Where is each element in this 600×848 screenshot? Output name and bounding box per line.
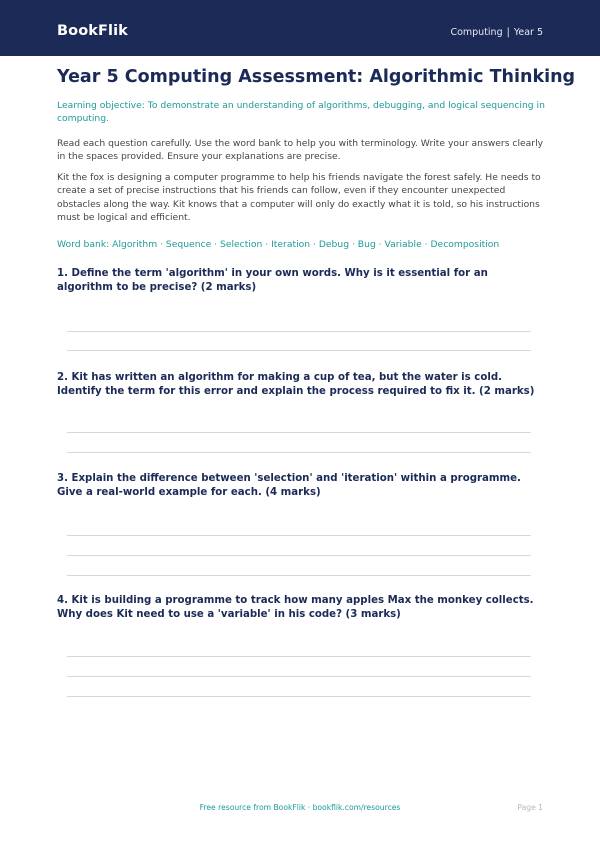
answer-line[interactable] xyxy=(67,575,531,576)
answer-line[interactable] xyxy=(67,696,531,697)
answer-line[interactable] xyxy=(67,452,531,453)
question-2: 2. Kit has written an algorithm for making a cup of tea, but the water is cold. Identify the term for this error and explain the process required to fix it. (2 marks) xyxy=(57,372,535,397)
footer-credit: Free resource from BookFlik · bookflik.com/resources xyxy=(199,803,401,812)
header-separator: | xyxy=(506,27,510,38)
brand-logo-text: BookFlik xyxy=(57,23,128,39)
page-number: Page 1 xyxy=(517,803,543,812)
question-3: 3. Explain the difference between 'selection' and 'iteration' within a programme. Give a real-world example for each. (4 marks) xyxy=(57,473,521,498)
answer-line[interactable] xyxy=(67,535,531,536)
year-label: Year 5 xyxy=(513,27,543,38)
question-1: 1. Define the term 'algorithm' in your own words. Why is it essential for an algorithm to be precise? (2 marks) xyxy=(57,268,488,293)
story-paragraph: Kit the fox is designing a computer programme to help his friends navigate the forest safely. He needs to create a set of precise instructions that his friends can follow, even if they encounter unexpected obstacles along the way. Kit knows that a computer will only do exactly what it is told, so his instructions must be logical and efficient. xyxy=(57,172,541,224)
worksheet-title: Year 5 Computing Assessment: Algorithmic Thinking xyxy=(57,67,576,87)
header-subject-year xyxy=(450,27,543,39)
answer-line[interactable] xyxy=(67,432,531,433)
question-4: 4. Kit is building a programme to track how many apples Max the monkey collects. Why does Kit need to use a 'variable' in his code? (3 marks) xyxy=(57,595,534,620)
answer-line[interactable] xyxy=(67,350,531,351)
answer-line[interactable] xyxy=(67,555,531,556)
instructions-paragraph: Read each question carefully. Use the word bank to help you with terminology. Write your answers clearly in the spaces provided. Ensure your explanations are precise. xyxy=(57,138,544,163)
answer-line[interactable] xyxy=(67,331,531,332)
subject-label: Computing xyxy=(450,27,503,38)
page-header xyxy=(0,0,600,56)
answer-line[interactable] xyxy=(67,676,531,677)
learning-objective: Learning objective: To demonstrate an understanding of algorithms, debugging, and logical sequencing in computing. xyxy=(57,100,545,124)
word-bank: Word bank: Algorithm · Sequence · Selection · Iteration · Debug · Bug · Variable · Decomposition xyxy=(57,239,500,250)
answer-line[interactable] xyxy=(67,656,531,657)
